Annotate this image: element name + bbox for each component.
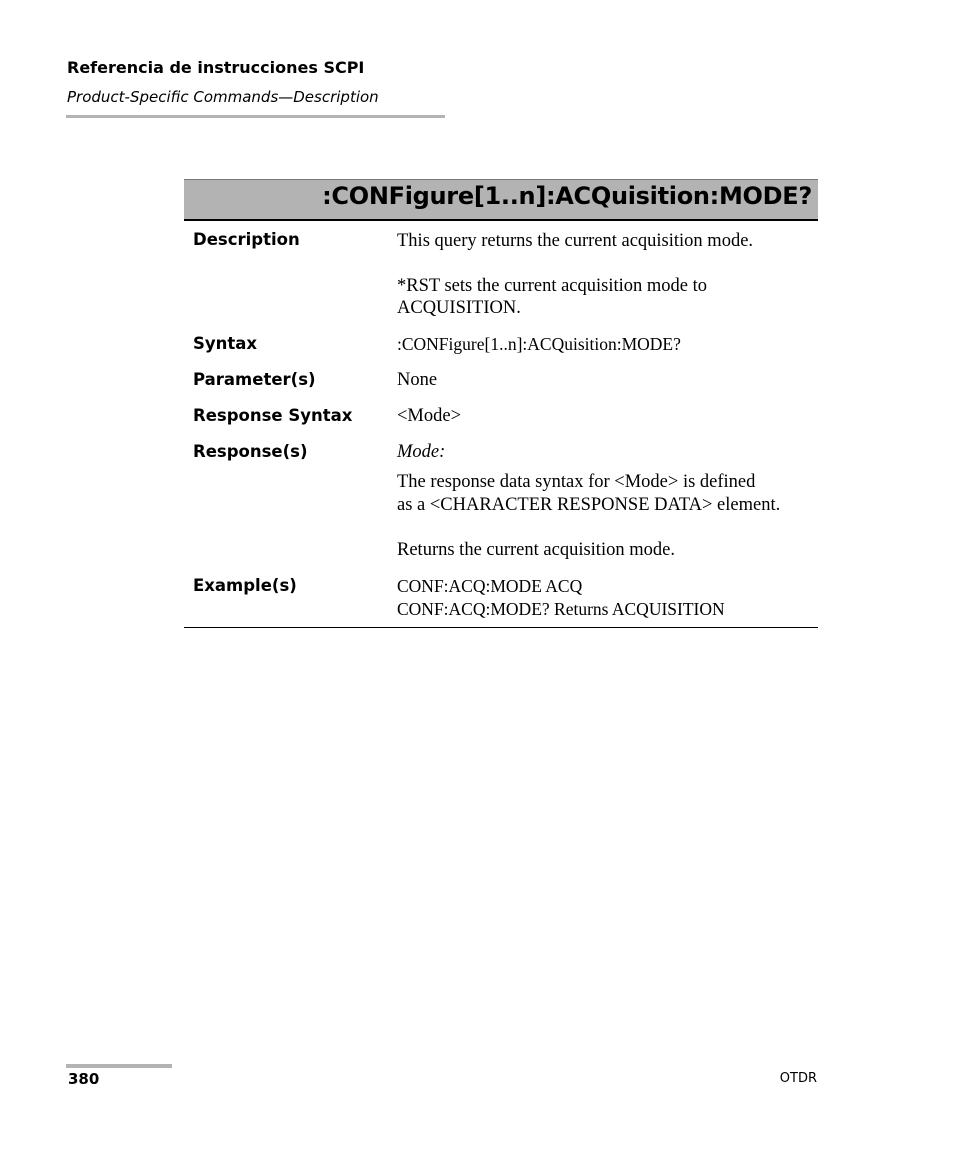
- syntax-label: Syntax: [193, 334, 258, 353]
- example-line-1: CONF:ACQ:MODE ACQ: [397, 576, 583, 596]
- responses-label: Response(s): [193, 442, 308, 461]
- command-banner: [184, 179, 818, 221]
- syntax-value: :CONFigure[1..n]:ACQuisition:MODE?: [397, 334, 681, 354]
- description-label: Description: [193, 230, 300, 249]
- product-name: OTDR: [779, 1071, 817, 1086]
- running-header-subtitle: Product-Specific Commands—Description: [67, 88, 379, 106]
- running-header-title: Referencia de instrucciones SCPI: [67, 58, 365, 77]
- description-line-2: *RST sets the current acquisition mode to: [397, 276, 708, 296]
- description-line-1: This query returns the current acquisition mode.: [397, 231, 754, 251]
- response-line-1: The response data syntax for <Mode> is defined: [397, 472, 756, 492]
- response-syntax-label: Response Syntax: [193, 406, 353, 425]
- header-divider: [66, 115, 445, 118]
- table-bottom-rule: [184, 627, 818, 628]
- footer-divider: [66, 1064, 172, 1068]
- response-line-2: as a <CHARACTER RESPONSE DATA> element.: [397, 495, 781, 515]
- response-name: Mode:: [397, 442, 446, 462]
- response-syntax-value: <Mode>: [397, 406, 462, 426]
- response-line-3: Returns the current acquisition mode.: [397, 540, 675, 560]
- example-line-2: CONF:ACQ:MODE? Returns ACQUISITION: [397, 599, 725, 619]
- page-number: 380: [68, 1070, 100, 1088]
- parameters-value: None: [397, 370, 438, 390]
- command-title: :CONFigure[1..n]:ACQuisition:MODE?: [322, 182, 812, 210]
- description-line-3: ACQUISITION.: [397, 298, 521, 318]
- parameters-label: Parameter(s): [193, 370, 316, 389]
- examples-label: Example(s): [193, 576, 297, 595]
